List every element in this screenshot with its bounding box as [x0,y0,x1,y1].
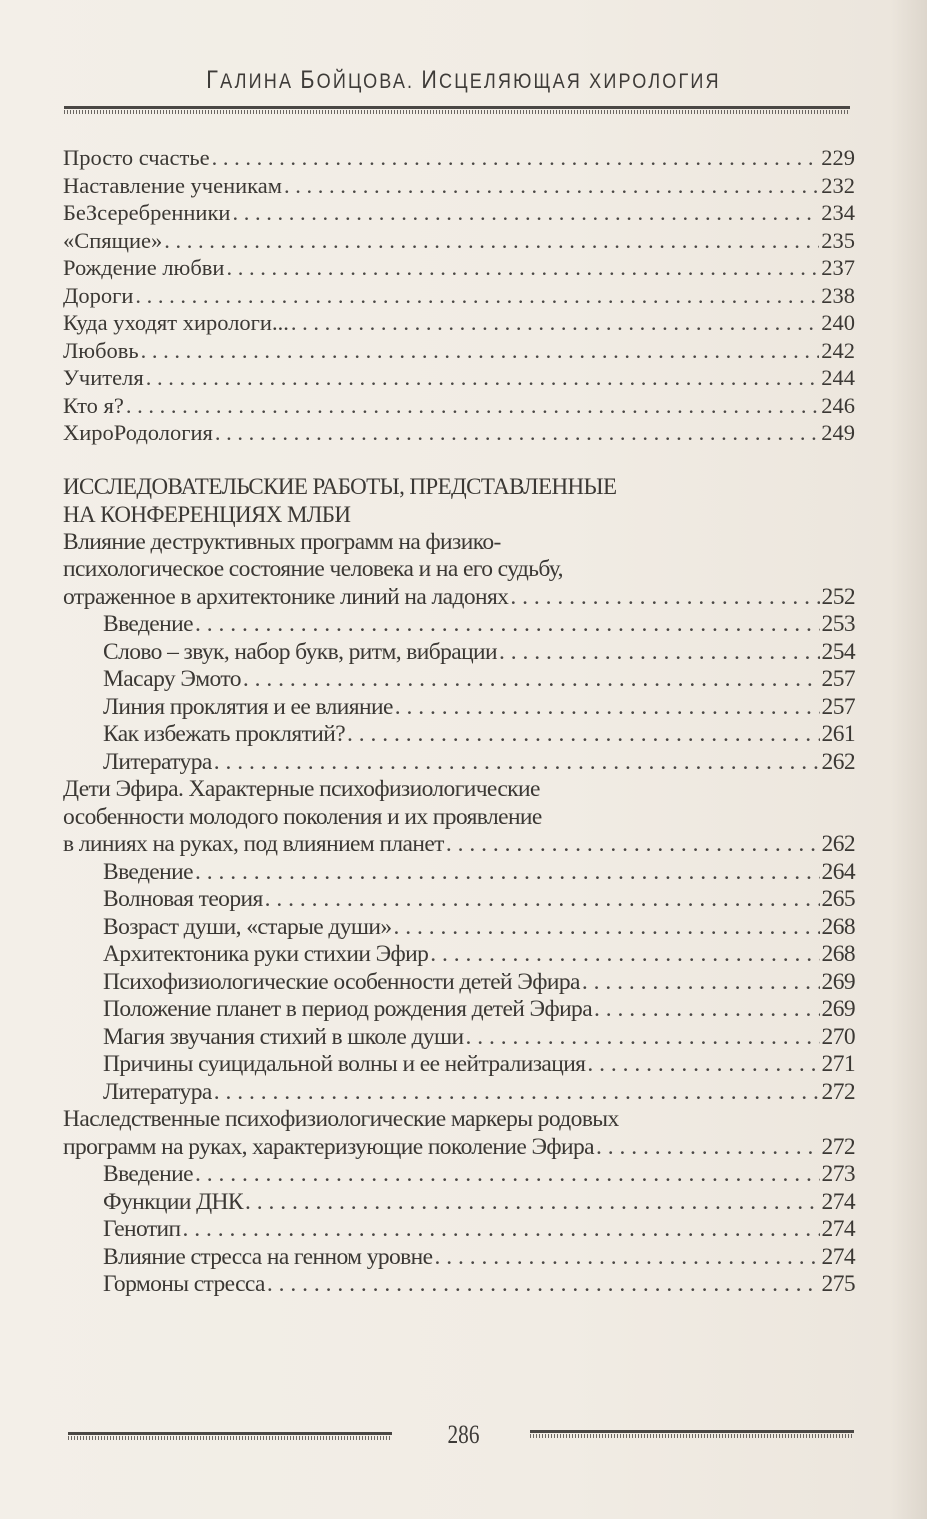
toc-entry-title: Литература [103,748,212,775]
dot-leader [434,1244,819,1272]
toc-work [63,1106,855,1299]
dot-leader [214,1079,820,1107]
toc-entry-page: 264 [821,858,855,885]
toc-entry-page: 232 [821,172,855,198]
running-head-text: АЛИНА [220,70,301,93]
table-of-contents [63,144,855,1299]
toc-entry-title: «Спящие» [63,227,163,253]
toc-entry-page: 237 [821,255,855,280]
dot-leader [596,1134,820,1162]
dot-leader [465,1024,819,1052]
dot-leader [430,941,819,969]
toc-subentry[interactable] [63,1051,855,1079]
footer-rule-right [530,1430,854,1442]
toc-subentry[interactable] [63,914,855,942]
toc-entry-title: отраженное в архитектонике линий на ладонях [63,583,509,610]
toc-subentry[interactable] [63,1079,855,1107]
toc-entry-page: 229 [821,145,855,170]
toc-entry-title: программ на руках, характеризующие поколение Эфира [63,1133,594,1160]
toc-entry-title: Наставление ученикам [63,172,283,198]
toc-entry[interactable] [63,831,855,859]
toc-entry-page: 269 [821,996,855,1022]
toc-subentry[interactable] [63,721,855,749]
toc-work [63,529,855,777]
toc-entry[interactable] [63,309,855,337]
toc-entry-title: Литература [103,1078,212,1105]
toc-entry-page: 272 [821,1133,855,1160]
dot-leader [135,282,819,310]
page-number: 286 [447,1420,480,1449]
toc-entry-page: 262 [821,831,855,857]
toc-entry-title: Просто счастье [63,145,210,170]
toc-entry[interactable] [63,1134,855,1162]
toc-entry-page: 249 [821,420,855,445]
toc-entry-title: Волновая теория [103,886,263,912]
toc-entry-page: 257 [821,666,855,692]
dot-leader [243,666,820,694]
toc-entry[interactable] [63,584,855,612]
toc-entry[interactable] [63,419,855,447]
running-head-initial: Г [206,66,221,94]
toc-entry-title: Психофизиологические особенности детей Эфира [103,968,580,995]
toc-entry-title: Введение [103,858,193,885]
dot-leader [195,859,820,887]
toc-entry-page: 235 [821,227,855,253]
dot-leader [182,1216,819,1244]
toc-entry-page: 275 [821,1271,855,1297]
section-heading-line: ИССЛЕДОВАТЕЛЬСКИЕ РАБОТЫ, ПРЕДСТАВЛЕННЫЕ [63,473,617,499]
toc-entry-page: 234 [821,200,855,225]
toc-subentry[interactable] [63,694,855,722]
dot-leader [164,227,819,255]
toc-entry-title: Введение [103,611,193,637]
toc-entry-title: Любовь [63,337,139,363]
toc-entry[interactable] [63,364,855,392]
toc-subentry[interactable] [63,1216,855,1244]
toc-subentry[interactable] [63,941,855,969]
toc-entry-page: 261 [821,721,855,747]
toc-entry-title: Возраст души, «старые души» [103,913,392,940]
dot-leader [267,1271,820,1299]
dot-leader [394,914,820,942]
toc-subentry[interactable] [63,1024,855,1052]
toc-subentry[interactable] [63,1161,855,1189]
dot-leader [226,254,819,282]
dot-leader [347,721,820,749]
dot-leader [232,199,819,227]
toc-entry-page: 254 [821,638,855,665]
toc-entry-page: 240 [821,310,855,335]
toc-entry-title: ХироРодология [63,420,213,445]
toc-entry-page: 244 [821,365,855,390]
toc-work-title-line[interactable]: психологическое состояние человека и на его судьбу, [63,556,563,582]
dot-leader [395,694,820,722]
toc-part1 [63,144,855,447]
toc-entry-page: 274 [821,1243,855,1270]
running-head-text: СЦЕЛЯЮЩАЯ ХИРОЛОГИЯ [439,70,721,93]
toc-subentry[interactable] [63,996,855,1024]
toc-subentry[interactable] [63,611,855,639]
header-rule [64,106,850,118]
dot-leader [291,309,819,337]
dot-leader [510,584,819,612]
toc-subentry[interactable] [63,666,855,694]
toc-entry-title: Влияние стресса на генном уровне [103,1243,433,1270]
dot-leader [446,831,820,859]
toc-entry-title: Положение планет в период рождения детей Эфира [103,996,593,1022]
running-head-text: ОЙЦОВА. [316,70,422,93]
dot-leader [499,639,820,667]
toc-entry-page: 268 [821,941,855,967]
toc-entry-title: Линия проклятия и ее влияние [103,693,393,720]
toc-entry-page: 238 [821,282,855,308]
dot-leader [245,1189,820,1217]
toc-subentry[interactable] [63,639,855,667]
toc-entry-title: Рождение любви [63,255,225,280]
toc-entry[interactable] [63,337,855,365]
toc-entry-page: 273 [821,1161,855,1187]
toc-entry-title: Куда уходят хирологи... [63,310,289,335]
dot-leader [284,172,819,200]
toc-work-title-line[interactable]: Наследственные психофизиологические маркеры родовых [63,1106,619,1132]
toc-entry-page: 253 [821,611,855,637]
toc-entry-title: Функции ДНК [103,1188,243,1215]
dot-leader [594,996,820,1024]
toc-entry-title: Причины суицидальной волны и ее нейтрализация [103,1051,586,1077]
toc-entry-title: в линиях на руках, под влиянием планет [63,831,444,857]
toc-entry-title: Масару Эмото [103,666,241,692]
toc-subentry[interactable] [63,749,855,777]
dot-leader [214,749,820,777]
toc-entry[interactable] [63,227,855,255]
toc-entry-title: Кто я? [63,392,124,418]
toc-work-title-line[interactable]: Влияние деструктивных программ на физико- [63,528,501,555]
toc-work [63,776,855,1106]
toc-entry[interactable] [63,199,855,227]
toc-entry-page: 274 [821,1188,855,1215]
toc-subentry[interactable] [63,859,855,887]
dot-leader [212,144,820,172]
toc-entry-page: 265 [821,886,855,912]
dot-leader [215,419,819,447]
toc-entry-page: 257 [821,693,855,720]
dot-leader [126,392,819,420]
dot-leader [195,611,820,639]
toc-entry-page: 242 [821,337,855,363]
toc-entry[interactable] [63,254,855,282]
section-heading-line: НА КОНФЕРЕНЦИЯХ МЛБИ [63,501,351,527]
toc-entry-title: Генотип [103,1216,181,1242]
toc-entry[interactable] [63,144,855,172]
toc-entry-page: 272 [821,1078,855,1105]
toc-entry-title: Введение [103,1161,193,1187]
dot-leader [587,1051,819,1079]
running-head-initial: И [421,66,440,94]
dot-leader [265,886,820,914]
toc-entry-title: Архитектоника руки стихии Эфир [103,941,429,967]
toc-entry-title: Гормоны стресса [103,1271,265,1297]
toc-work-title-line[interactable]: Дети Эфира. Характерные психофизиологические [63,776,540,802]
toc-subentry[interactable] [63,1271,855,1299]
running-head [65,66,862,95]
toc-subentry[interactable] [63,886,855,914]
toc-entry[interactable] [63,392,855,420]
toc-entry-title: БеЗсеребренники [63,200,231,225]
toc-entry-page: 271 [821,1051,855,1077]
toc-subentry[interactable] [63,969,855,997]
running-head-initial: Б [300,66,317,94]
section-heading [63,473,855,529]
toc-entry-page: 252 [821,583,855,610]
toc-subentry[interactable] [63,1189,855,1217]
toc-entry[interactable] [63,282,855,310]
toc-entry-page: 246 [821,392,855,418]
dot-leader [582,969,820,997]
dot-leader [195,1161,820,1189]
toc-entry-page: 274 [821,1216,855,1242]
toc-entry-title: Учителя [63,365,144,390]
toc-entry-title: Как избежать проклятий? [103,721,346,747]
toc-entry-page: 268 [821,913,855,940]
toc-work-title-line[interactable]: особенности молодого поколения и их проявление [63,803,542,830]
toc-entry-title: Дороги [63,282,134,308]
toc-entry-title: Магия звучания стихий в школе души [103,1023,464,1050]
toc-entry[interactable] [63,172,855,200]
dot-leader [146,364,820,392]
toc-entry-page: 270 [821,1023,855,1050]
dot-leader [141,337,820,365]
toc-subentry[interactable] [63,1244,855,1272]
toc-entry-page: 269 [821,968,855,995]
toc-entry-title: Слово – звук, набор букв, ритм, вибрации [103,638,497,665]
toc-entry-page: 262 [821,748,855,775]
